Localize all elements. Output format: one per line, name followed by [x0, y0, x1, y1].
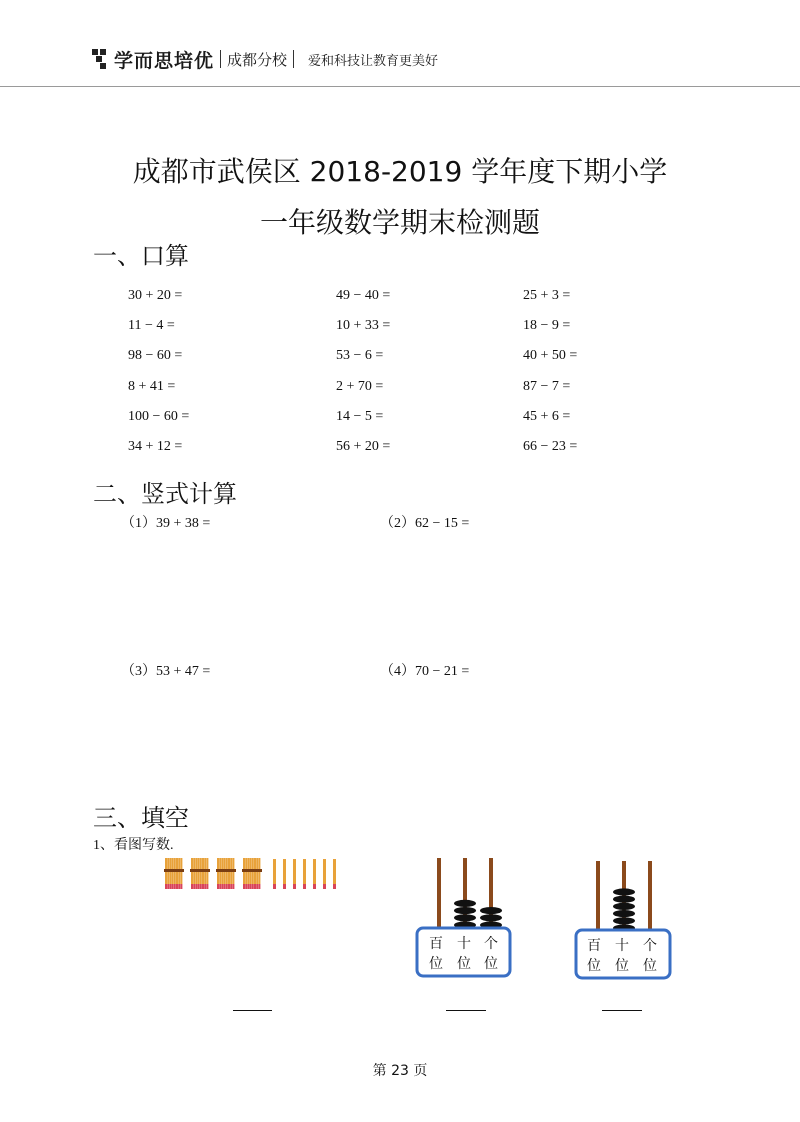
place-label: 十: [615, 938, 629, 954]
abacus-2: [574, 858, 674, 983]
vertical-problem-4: （4）70 − 21 =: [380, 664, 470, 679]
stick-bundles-group: [164, 858, 262, 889]
single-stick: [283, 859, 286, 889]
answer-blank-2[interactable]: [446, 1010, 486, 1011]
single-stick: [303, 859, 306, 889]
place-label: 百: [587, 938, 601, 954]
abacus-bead: [454, 900, 476, 907]
abacus-bead: [613, 917, 635, 924]
abacus-beads-tens: [454, 900, 476, 929]
place-label: 位: [643, 958, 657, 974]
header-divider: [220, 50, 221, 68]
abacus-bead: [480, 907, 502, 914]
counting-sticks-picture: [163, 856, 345, 892]
single-sticks-group: [273, 859, 336, 889]
place-label: 个: [484, 936, 498, 952]
section-heading-mental-math: 一、口算: [93, 242, 189, 270]
mental-math-problem: 45 + 6 =: [523, 408, 571, 424]
branch-name: 成都分校: [227, 50, 288, 69]
page-number: 第 23 页: [372, 1063, 428, 1079]
mental-math-problem: 87 − 7 =: [523, 378, 571, 394]
abacus-rod-hundreds: [437, 858, 441, 933]
mental-math-row: [128, 288, 728, 318]
vertical-problem-2: （2）62 − 15 =: [380, 516, 470, 531]
mental-math-problem: 53 − 6 =: [336, 348, 384, 364]
fill-question-1: 1、看图写数.: [93, 838, 174, 853]
abacus-bead: [454, 914, 476, 921]
mental-math-problem: 18 − 9 =: [523, 318, 571, 334]
brand-name: 学而思培优: [114, 49, 215, 72]
mental-math-problem: 49 − 40 =: [336, 288, 391, 303]
single-stick: [313, 859, 316, 889]
stick-bundle: [164, 858, 184, 889]
place-label: 十: [457, 936, 471, 952]
abacus-1: [413, 855, 513, 980]
mental-math-problem: 8 + 41 =: [128, 378, 176, 394]
page-header: [90, 44, 438, 74]
stick-bundle: [216, 858, 236, 889]
abacus-bead: [613, 888, 635, 895]
mental-math-row: [128, 439, 728, 469]
place-label: 位: [587, 958, 601, 974]
abacus-bead: [454, 907, 476, 914]
mental-math-problem: 98 − 60 =: [128, 348, 183, 364]
brand-logo-icon: [90, 48, 110, 70]
section-heading-vertical-calc: 二、竖式计算: [93, 480, 237, 508]
single-stick: [293, 859, 296, 889]
mental-math-problem: 100 − 60 =: [128, 408, 190, 424]
section-heading-fill-blank: 三、填空: [93, 804, 189, 832]
place-label: 个: [643, 938, 657, 954]
single-stick: [273, 859, 276, 889]
single-stick: [333, 859, 336, 889]
stick-bundle: [242, 858, 262, 889]
abacus-bead: [613, 903, 635, 910]
mental-math-problem: 10 + 33 =: [336, 318, 391, 334]
mental-math-problem: 30 + 20 =: [128, 288, 183, 303]
abacus-beads-tens: [613, 888, 635, 931]
abacus-rod-hundreds: [596, 861, 600, 933]
place-label: 位: [615, 958, 629, 974]
place-label: 位: [484, 956, 498, 972]
mental-math-problem: 25 + 3 =: [523, 288, 571, 303]
mental-math-row: [128, 318, 728, 348]
mental-math-problem: 56 + 20 =: [336, 438, 391, 454]
abacus-bead: [613, 896, 635, 903]
mental-math-problem: 14 − 5 =: [336, 408, 384, 424]
page-title-line2: 一年级数学期末检测题: [259, 206, 540, 239]
mental-math-problem: 34 + 12 =: [128, 438, 183, 454]
answer-blank-1[interactable]: [233, 1010, 272, 1011]
mental-math-problem: 66 − 23 =: [523, 438, 578, 454]
mental-math-grid: [128, 288, 728, 469]
single-stick: [323, 859, 326, 889]
mental-math-problem: 2 + 70 =: [336, 378, 384, 394]
vertical-problem-3: （3）53 + 47 =: [121, 664, 211, 679]
answer-blank-3[interactable]: [602, 1010, 642, 1011]
abacus-bead: [613, 910, 635, 917]
mental-math-problem: 11 − 4 =: [128, 318, 175, 334]
abacus-beads-ones: [480, 907, 502, 929]
place-label: 位: [429, 956, 443, 972]
abacus-rod-ones: [648, 861, 652, 933]
mental-math-row: [128, 379, 728, 409]
slogan: 爱和科技让教育更美好: [308, 53, 439, 69]
mental-math-row: [128, 409, 728, 439]
abacus-bead: [480, 914, 502, 921]
place-label: 位: [457, 956, 471, 972]
page-title-line1: 成都市武侯区 2018-2019 学年度下期小学: [132, 155, 668, 188]
mental-math-row: [128, 348, 728, 378]
mental-math-problem: 40 + 50 =: [523, 348, 578, 364]
stick-bundle: [190, 858, 210, 889]
header-rule: [0, 86, 800, 87]
vertical-problem-1: （1）39 + 38 =: [121, 516, 211, 531]
place-label: 百: [429, 936, 443, 952]
header-divider: [293, 50, 294, 68]
